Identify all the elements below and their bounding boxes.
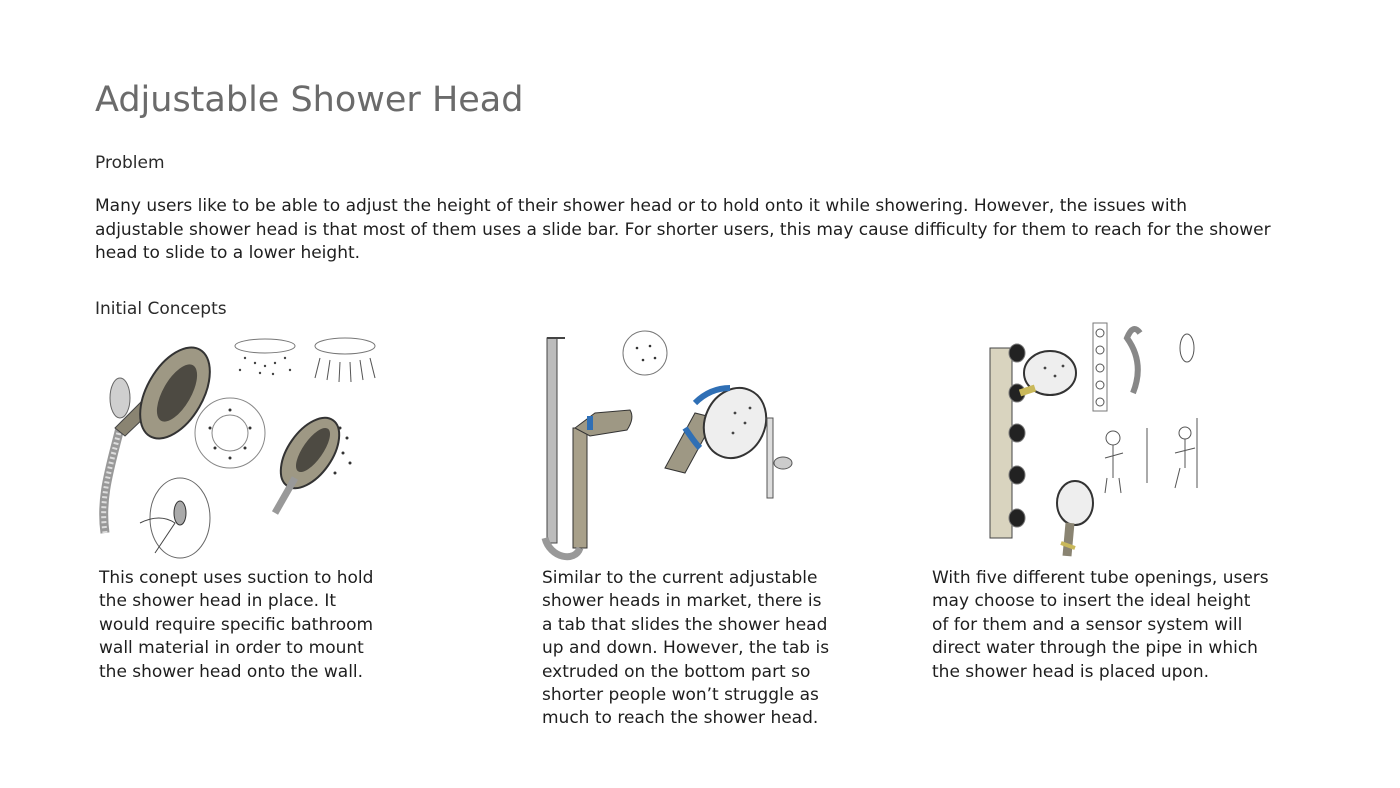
concept-2-sketch [535, 318, 825, 563]
problem-description: Many users like to be able to adjust the height of their shower head or to hold onto it while showering. However, the issues with adjustable shower head is that most of them uses a slide bar. For shorter users, this may cause difficulty for them to reach for the shower head to slide to a lower height. [95, 196, 1271, 263]
concept-3-sketch [975, 318, 1215, 563]
concepts-heading: Initial Concepts [95, 299, 227, 319]
problem-heading: Problem [95, 153, 165, 173]
concept-2-caption: Similar to the current adjustable shower heads in market, there is a tab that slides the shower head up and down. However, the tab is extruded on the bottom part so shorter people won’t struggle as much to reach the shower head. [542, 568, 830, 729]
page-title: Adjustable Shower Head [95, 80, 524, 120]
concept-3-caption: With five different tube openings, users may choose to insert the ideal height of for them and a sensor system will direct water through the pipe in which the shower head is placed upon. [932, 568, 1269, 682]
concept-1-caption: This conept uses suction to hold the shower head in place. It would require specific bathroom wall material in order to mount the shower head onto the wall. [99, 568, 374, 682]
concept-1-sketch [95, 318, 395, 563]
